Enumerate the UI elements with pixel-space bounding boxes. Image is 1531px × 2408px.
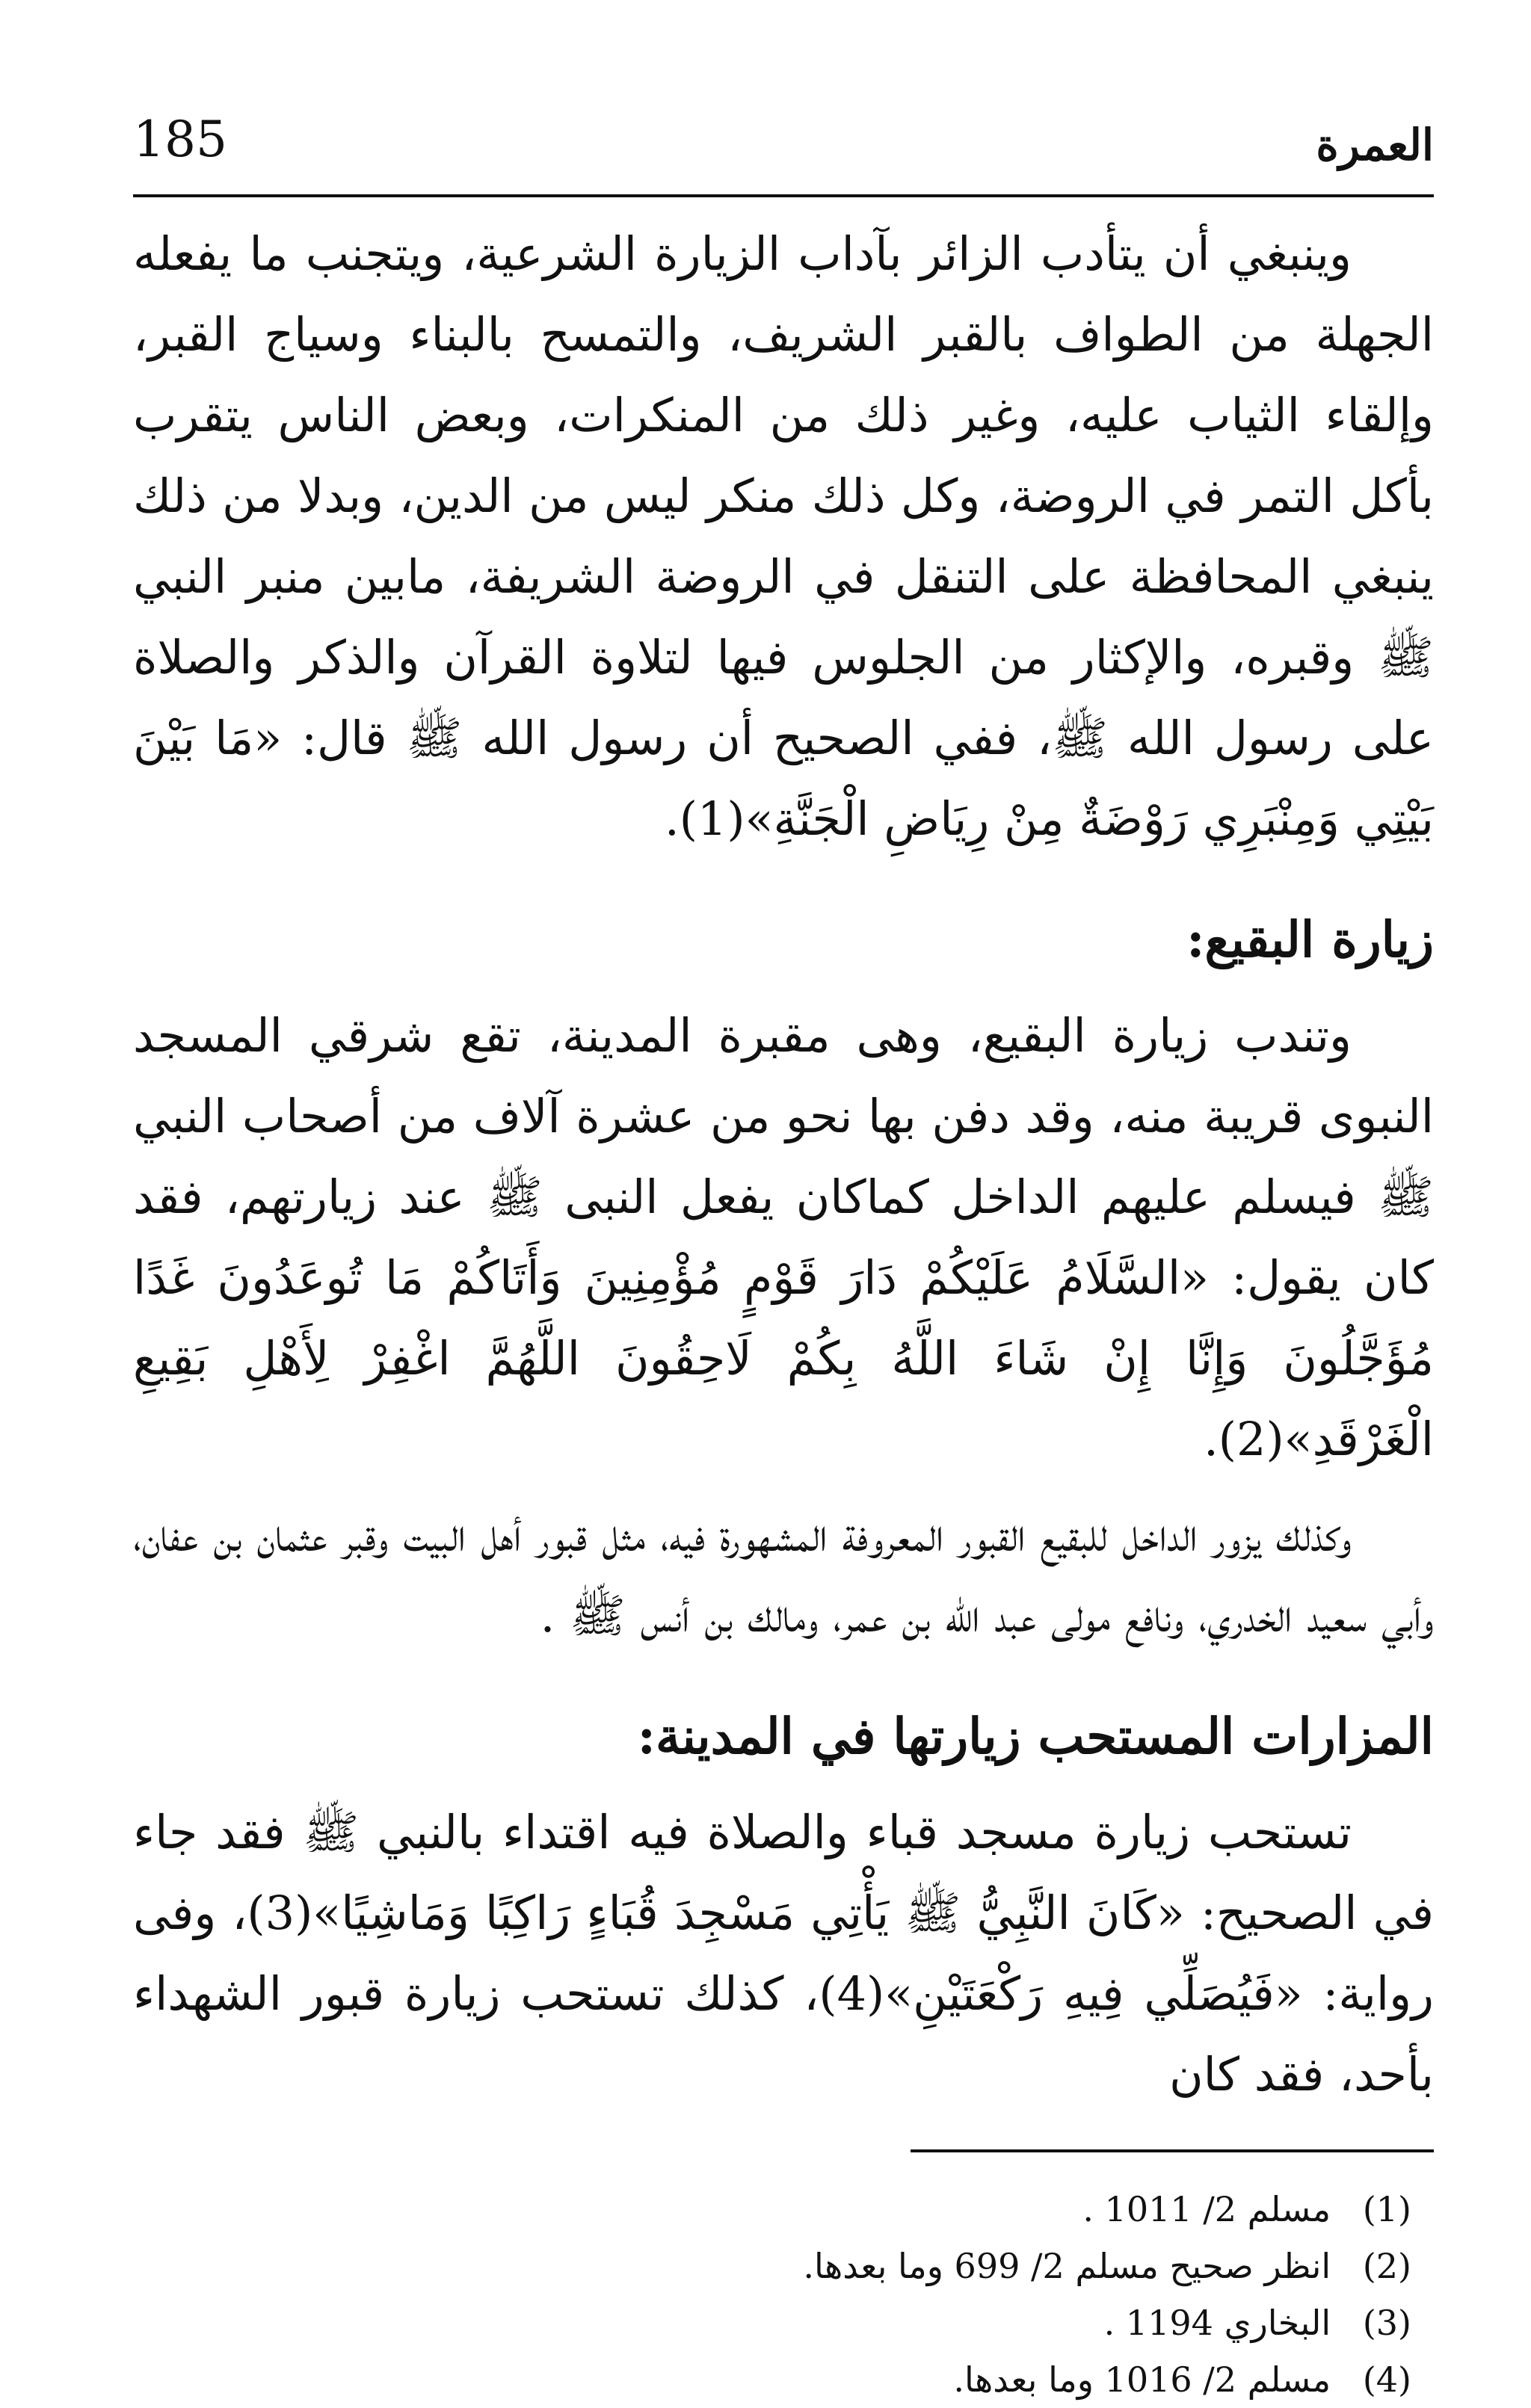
footnote-number: (2) (1362, 2246, 1411, 2286)
footnote-number: (1) (1362, 2189, 1411, 2229)
footnote-item (133, 2238, 1411, 2294)
footnote-text: البخاري 1194 . (1103, 2303, 1331, 2343)
footnote-number: (4) (1362, 2359, 1411, 2400)
footnote-text: انظر صحيح مسلم 2/ 699 وما بعدها. (803, 2246, 1331, 2286)
paragraph-visit-etiquette: وينبغي أن يتأدب الزائر بآداب الزيارة الشرعية، ويتجنب ما يفعله الجهلة من الطواف بالقبر الشريف، والتمسح بالبناء وسياج القبر، وإلقاء الثياب عليه، وغير ذلك من المنكرات، وبعض الناس يتقرب بأكل التمر في الروضة، وكل ذلك منكر ليس من الدين، وبدلا من ذلك ينبغي المحافظة على التنقل في الروضة الشريفة، مابين منبر النبي ﷺ وقبره، والإكثار من الجلوس فيها لتلاوة القرآن والذكر والصلاة على رسول الله ﷺ، ففي الصحيح أن رسول الله ﷺ قال: «مَا بَيْنَ بَيْتِي وَمِنْبَرِي رَوْضَةٌ مِنْ رِيَاضِ الْجَنَّةِ»(1). (133, 226, 1434, 846)
book-page (133, 105, 1434, 2408)
running-title: العمرة (1316, 120, 1434, 170)
paragraph-baqi-visit: وتندب زيارة البقيع، وهى مقبرة المدينة، تقع شرقي المسجد النبوى قريبة منه، وقد دفن بها نحو من عشرة آلاف من أصحاب النبي ﷺ فيسلم عليهم الداخل كماكان يفعل النبى ﷺ عند زيارتهم، فقد كان يقول: «السَّلَامُ عَلَيْكُمْ دَارَ قَوْمٍ مُؤْمِنِينَ وَأَتَاكُمْ مَا تُوعَدُونَ غَدًا مُؤَجَّلُونَ وَإِنَّا إِنْ شَاءَ اللَّهُ بِكُمْ لَاحِقُونَ اللَّهُمَّ اغْفِرْ لِأَهْلِ بَقِيعِ الْغَرْقَدِ»(2). (133, 1008, 1434, 1466)
footnote-number: (3) (1362, 2303, 1411, 2343)
footnote-item (133, 2294, 1411, 2351)
footnote-text: مسلم 2/ 1016 وما بعدها. (953, 2359, 1331, 2400)
page-number: 185 (133, 111, 227, 168)
footnote-rule (911, 2149, 1434, 2152)
page-header (133, 105, 1434, 194)
footnote-item (133, 2181, 1411, 2238)
paragraph-quba: تستحب زيارة مسجد قباء والصلاة فيه اقتداء بالنبي ﷺ فقد جاء في الصحيح: «كَانَ النَّبِيُّ ﷺ يَأْتِي مَسْجِدَ قُبَاءٍ رَاكِبًا وَمَاشِيًا»(3)، وفى رواية: «فَيُصَلِّي فِيهِ رَكْعَتَيْنِ»(4)، كذلك تستحب زيارة قبور الشهداء بأحد، فقد كان (133, 1805, 1434, 2102)
footnotes (133, 2181, 1434, 2408)
section-heading-baqi: زيارة البقيع: (1186, 910, 1434, 969)
header-rule (133, 194, 1434, 197)
section-heading-medina-sites: المزارات المستحب زيارتها في المدينة: (637, 1707, 1434, 1765)
paragraph-baqi-graves: وكذلك يزور الداخل للبقيع القبور المعروفة المشهورة فيه، مثل قبور أهل البيت وقبر عثمان بن عفان، وأبي سعيد الخدري، ونافع مولى عبد الله بن عمر، ومالك بن أنس ﷺ . (133, 1507, 1434, 1643)
footnote-text: مسلم 2/ 1011 . (1082, 2189, 1331, 2229)
footnote-item (133, 2351, 1411, 2408)
